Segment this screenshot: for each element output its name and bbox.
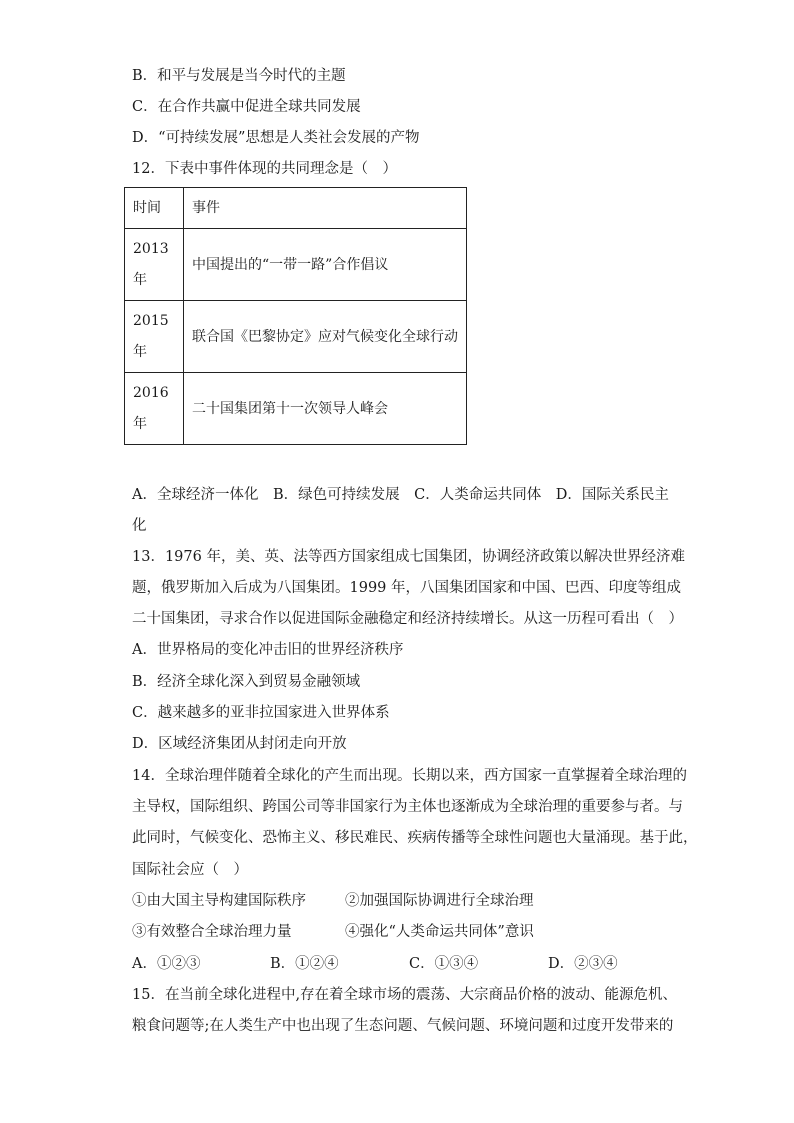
- q14-item-2: ②加强国际协调进行全球治理: [345, 893, 534, 909]
- q11-option-c: C．在合作共赢中促进全球共同发展: [132, 99, 361, 115]
- header-time: 时间: [125, 188, 184, 229]
- row-year-unit: 年: [133, 271, 147, 288]
- q13-stem-line: 题，俄罗斯加入后成为八国集团。1999 年，八国集团国家和中国、巴西、印度等组成: [132, 580, 682, 596]
- q11-option-b: B．和平与发展是当今时代的主题: [132, 68, 346, 84]
- q13-option-b: B．经济全球化深入到贸易金融领域: [132, 674, 361, 690]
- row-year-unit: 年: [133, 343, 147, 360]
- row-event: 联合国《巴黎协定》应对气候变化全球行动: [184, 301, 467, 373]
- row-event: 中国提出的“一带一路”合作倡议: [184, 229, 467, 301]
- row-year-cell: [125, 301, 184, 373]
- table-row: [125, 373, 467, 445]
- row-event: 二十国集团第十一次领导人峰会: [184, 373, 467, 445]
- q13-stem-line: 13．1976 年，美、英、法等西方国家组成七国集团，协调经济政策以解决世界经济难: [132, 549, 685, 565]
- q14-item-3: ③有效整合全球治理力量: [132, 924, 292, 940]
- row-year-unit: 年: [133, 415, 147, 432]
- q13-option-c: C．越来越多的亚非拉国家进入世界体系: [132, 705, 390, 721]
- row-year: 2015: [133, 312, 169, 329]
- q13-option-a: A．世界格局的变化冲击旧的世界经济秩序: [132, 642, 404, 658]
- q13-stem-line: 二十国集团，寻求合作以促进国际金融稳定和经济持续增长。从这一历程可看出（ ）: [132, 611, 683, 627]
- q11-option-d: D．“可持续发展”思想是人类社会发展的产物: [132, 130, 420, 146]
- q14-stem-line: 主导权，国际组织、跨国公司等非国家行为主体也逐渐成为全球治理的重要参与者。与: [132, 799, 683, 815]
- q14-stem-line: 国际社会应（ ）: [132, 862, 248, 878]
- q14-stem-line: 14．全球治理伴随着全球化的产生而出现。长期以来，西方国家一直掌握着全球治理的: [132, 768, 687, 784]
- header-event: 事件: [184, 188, 467, 229]
- table-header-row: [125, 188, 467, 229]
- row-year: 2013: [133, 240, 169, 257]
- q15-stem-line: 15．在当前全球化进程中,存在着全球市场的震荡、大宗商品价格的波动、能源危机、: [132, 987, 678, 1003]
- q14-option-a: A．①②③: [132, 956, 201, 972]
- q15-stem-line: 粮食问题等;在人类生产中也出现了生态问题、气候问题、环境问题和过度开发带来的: [132, 1018, 674, 1034]
- row-year-cell: [125, 229, 184, 301]
- q13-option-d: D．区域经济集团从封闭走向开放: [132, 736, 347, 752]
- q12-events-table: [124, 187, 467, 445]
- q14-stem-line: 此同时，气候变化、恐怖主义、移民难民、疾病传播等全球性问题也大量涌现。基于此，: [132, 830, 698, 846]
- q12-stem: 12．下表中事件体现的共同理念是（ ）: [132, 161, 397, 177]
- table-row: [125, 229, 467, 301]
- q14-option-b: B．①②④: [270, 956, 339, 972]
- row-year: 2016: [133, 384, 169, 401]
- q14-item-4: ④强化“人类命运共同体”意识: [345, 924, 534, 940]
- q12-options: A．全球经济一体化 B．绿色可持续发展 C．人类命运共同体 D．国际关系民主: [132, 487, 669, 503]
- q14-item-1: ①由大国主导构建国际秩序: [132, 893, 306, 909]
- q14-option-c: C．①③④: [409, 956, 479, 972]
- q14-option-d: D．②③④: [548, 956, 618, 972]
- q12-options-wrap: 化: [132, 518, 147, 534]
- table-row: [125, 301, 467, 373]
- row-year-cell: [125, 373, 184, 445]
